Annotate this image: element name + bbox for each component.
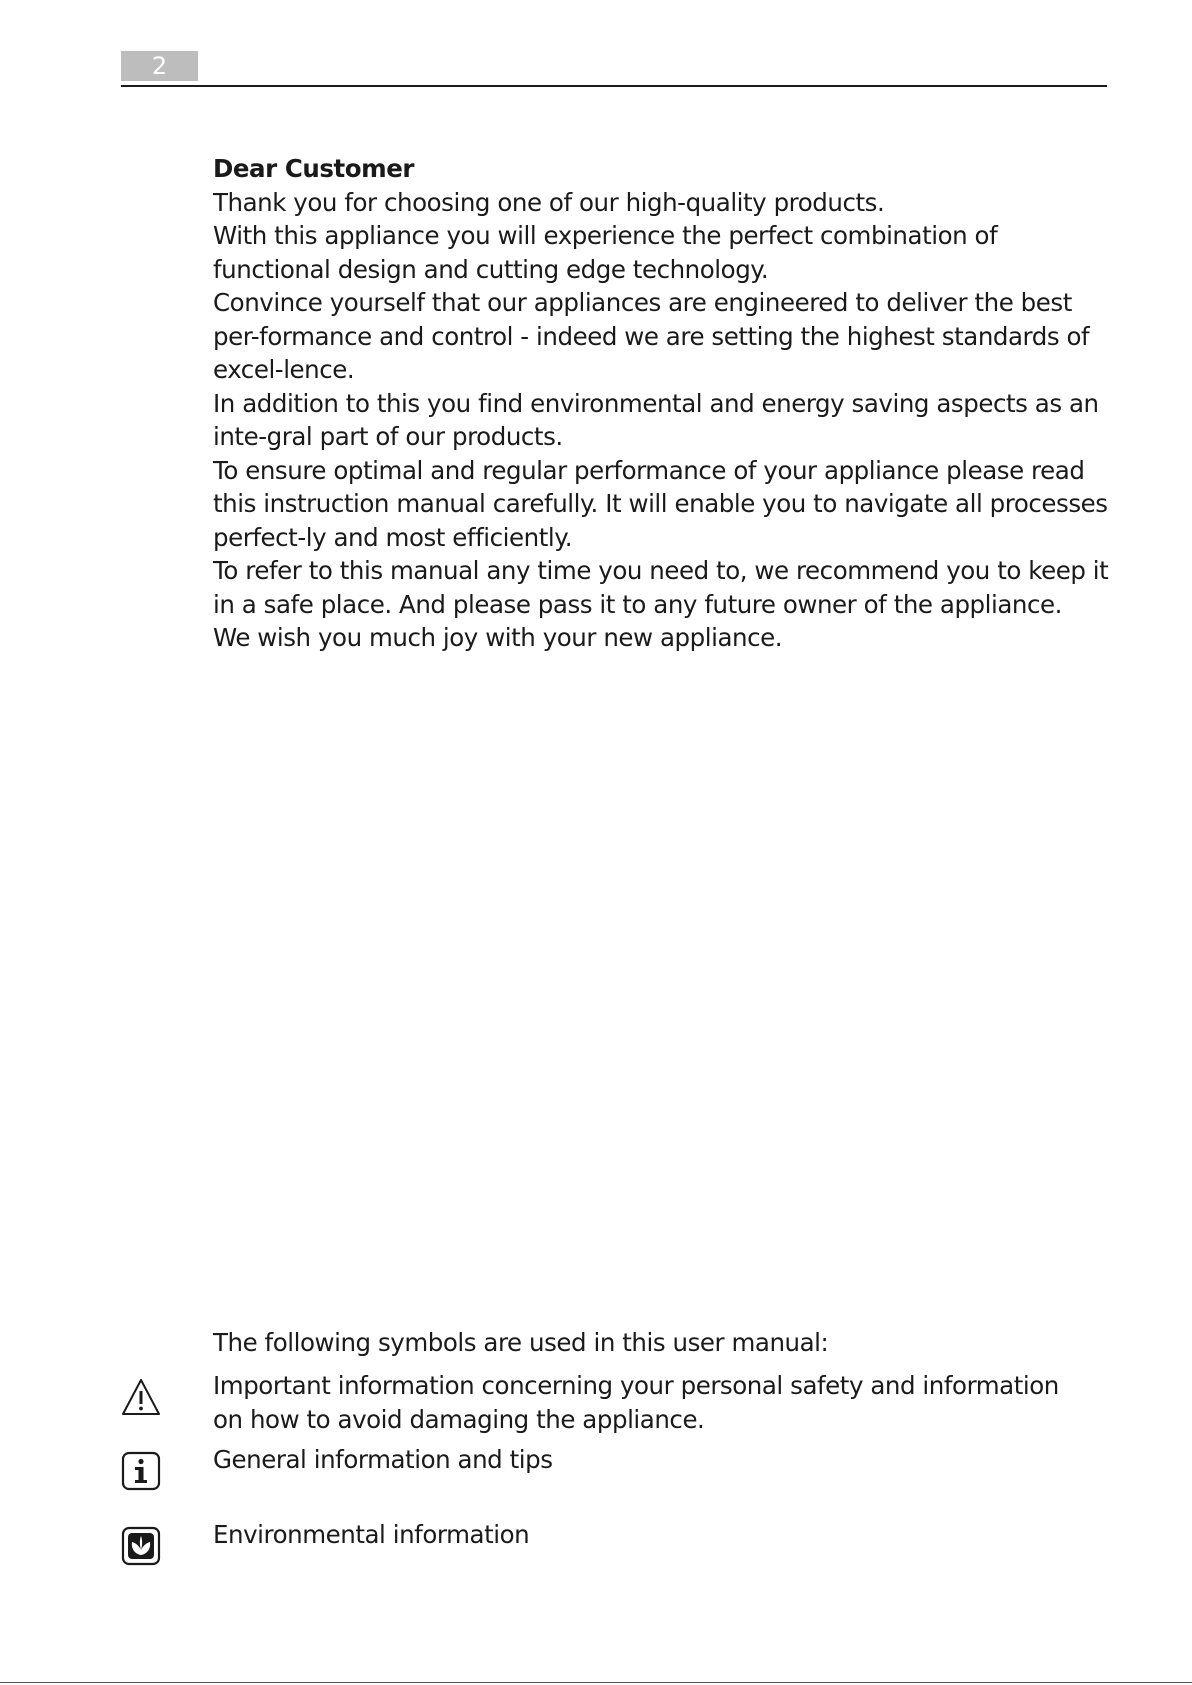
environment-leaf-icon: [121, 1526, 161, 1566]
intro-paragraph: To refer to this manual any time you need to, we recommend you to keep it in a safe place. And please pass it to any future owner of the appliance.: [213, 556, 1109, 619]
symbol-description: Important information concerning your personal safety and information on how to avoid damaging the appliance.: [213, 1371, 1059, 1434]
warning-triangle-icon: [121, 1377, 161, 1417]
intro-paragraph: To ensure optimal and regular performance of your appliance please read this instruction manual carefully. It will enable you to navigate all processes perfect-ly and most efficiently.: [213, 455, 1108, 552]
page-number-tab: [121, 51, 198, 81]
symbol-description: Environmental information: [213, 1520, 530, 1549]
symbols-intro: The following symbols are used in this user manual:: [213, 1328, 829, 1357]
intro-paragraph: With this appliance you will experience the perfect combination of functional design and cutting edge technology.: [213, 221, 998, 284]
intro-paragraph: Thank you for choosing one of our high-quality products.: [213, 187, 885, 217]
info-icon: [121, 1451, 161, 1491]
bottom-rule: [0, 1682, 1192, 1683]
page-number: 2: [151, 52, 168, 80]
header-rule: [121, 85, 1107, 87]
intro-paragraph: We wish you much joy with your new appliance.: [213, 623, 783, 652]
intro-paragraph: In addition to this you find environmental and energy saving aspects as an inte-gral part of our products.: [213, 388, 1099, 451]
greeting-heading: Dear Customer: [213, 154, 415, 183]
intro-paragraph: Convince yourself that our appliances are engineered to deliver the best per-formance and control - indeed we are setting the highest standards of excel-lence.: [213, 288, 1090, 384]
intro-text: [213, 152, 1113, 655]
symbol-description: General information and tips: [213, 1445, 553, 1474]
